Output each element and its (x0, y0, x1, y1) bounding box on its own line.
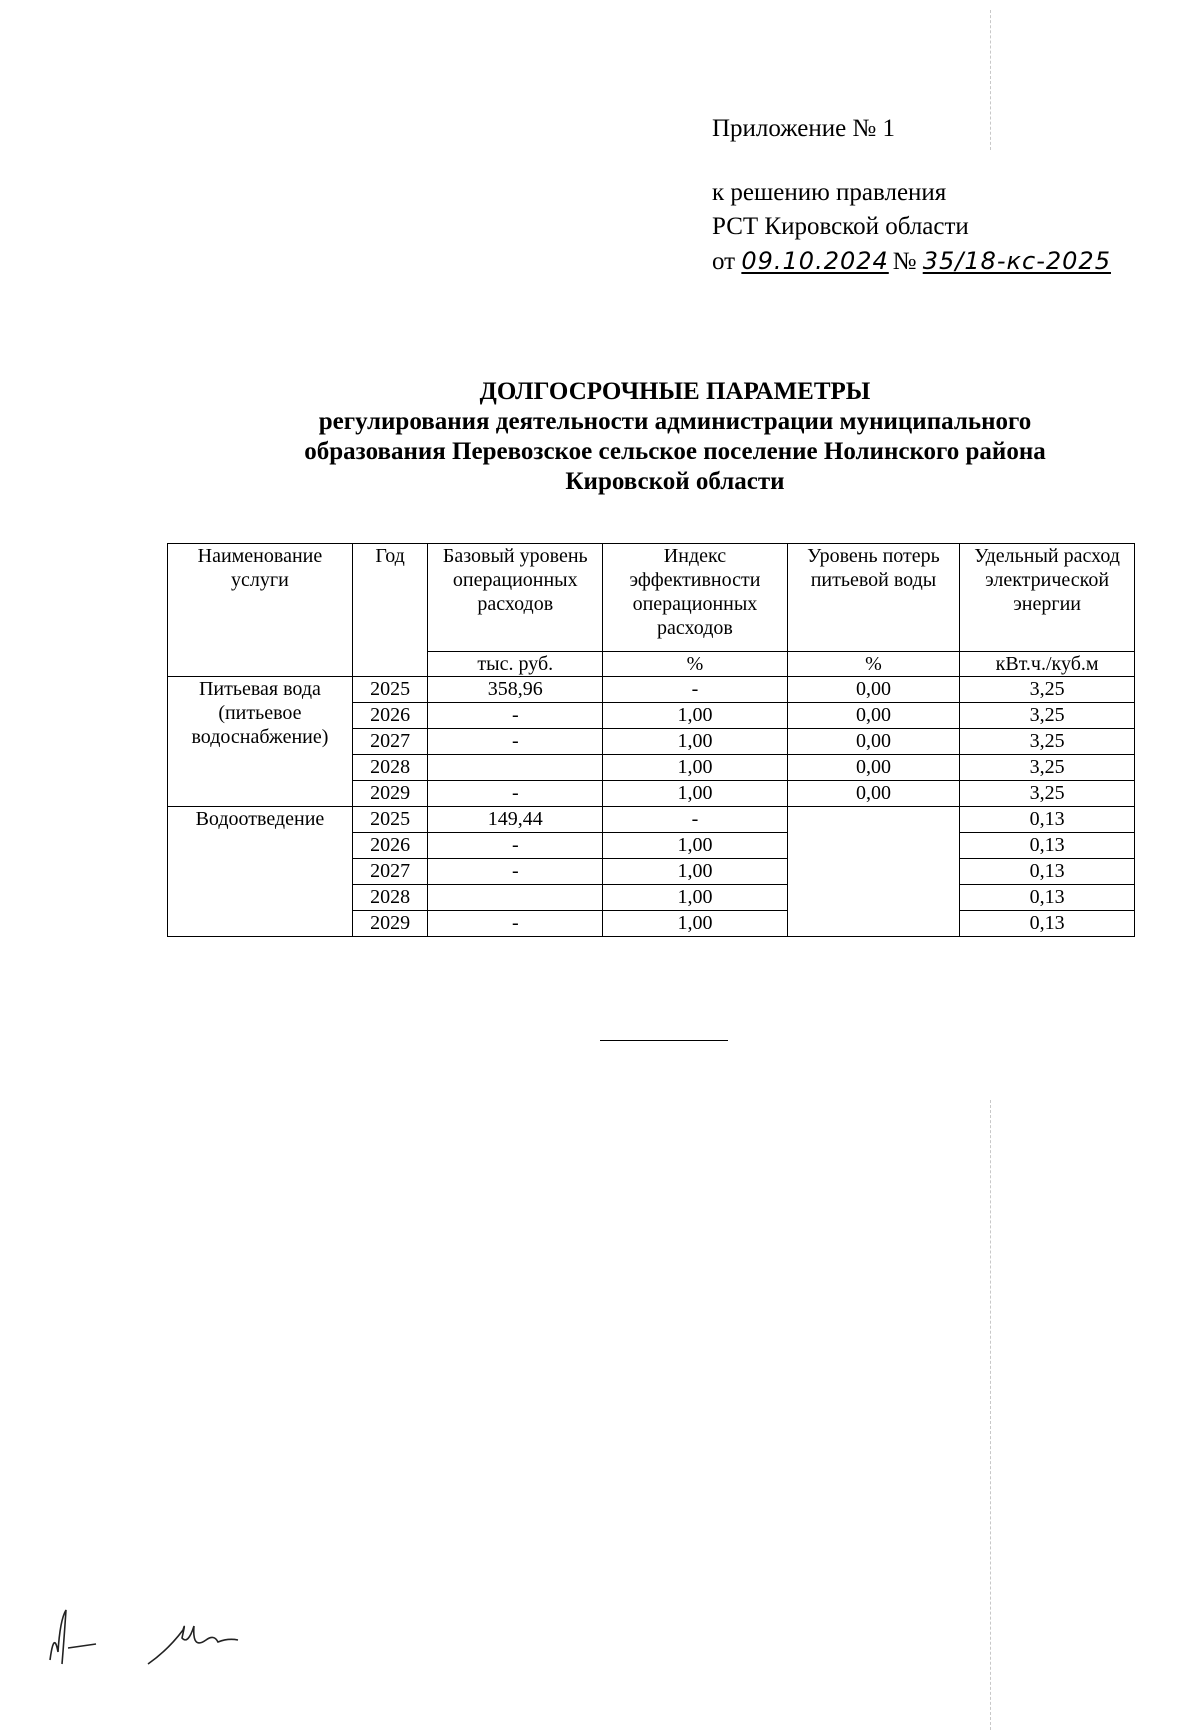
cell-index: 1,00 (603, 755, 788, 781)
appendix-gap (712, 146, 1111, 176)
cell-base: 149,44 (428, 807, 603, 833)
header-row (168, 544, 1135, 652)
cell-year: 2025 (352, 807, 428, 833)
cell-base: - (428, 729, 603, 755)
cell-year: 2025 (352, 677, 428, 703)
cell-year: 2029 (352, 781, 428, 807)
service-name-drainage: Водоотведение (168, 807, 353, 937)
cell-index: 1,00 (603, 703, 788, 729)
cell-base: - (428, 781, 603, 807)
cell-electric: 0,13 (960, 859, 1135, 885)
table-row (168, 807, 1135, 833)
cell-index: 1,00 (603, 833, 788, 859)
cell-base: - (428, 703, 603, 729)
appendix-number-sign: № (892, 248, 917, 275)
appendix-number: Приложение № 1 (712, 115, 896, 142)
cell-base: 358,96 (428, 677, 603, 703)
title-line-1: ДОЛГОСРОЧНЫЕ ПАРАМЕТРЫ (479, 378, 871, 405)
cell-year: 2028 (352, 885, 428, 911)
cell-year: 2028 (352, 755, 428, 781)
appendix-line-2: РСТ Кировской области (712, 213, 969, 240)
title-line-4: Кировской области (565, 468, 785, 495)
cell-electric: 0,13 (960, 807, 1135, 833)
cell-electric: 0,13 (960, 911, 1135, 937)
signature-icon (38, 1590, 278, 1670)
cell-index: 1,00 (603, 911, 788, 937)
cell-loss: 0,00 (787, 677, 959, 703)
cell-electric: 3,25 (960, 677, 1135, 703)
cell-year: 2027 (352, 729, 428, 755)
appendix-header (712, 112, 1111, 279)
cell-year: 2027 (352, 859, 428, 885)
cell-year: 2026 (352, 833, 428, 859)
document-title (160, 377, 1190, 497)
scan-artifact-line (990, 1100, 991, 1730)
cell-electric: 0,13 (960, 885, 1135, 911)
handwritten-number: 35/18-кс-2025 (922, 247, 1111, 275)
title-line-3: образования Перевозское сельское поселение Нолинского района (304, 438, 1046, 465)
cell-base: - (428, 833, 603, 859)
appendix-date-line (712, 244, 1111, 279)
cell-loss: 0,00 (787, 703, 959, 729)
cell-index: 1,00 (603, 859, 788, 885)
cell-base: - (428, 859, 603, 885)
cell-loss: 0,00 (787, 729, 959, 755)
header-electric: Удельный расход электрической энергии (960, 544, 1135, 652)
header-year: Год (352, 544, 428, 677)
service-name-water: Питьевая вода (питьевое водоснабжение) (168, 677, 353, 807)
cell-electric: 3,25 (960, 781, 1135, 807)
header-loss: Уровень потерь питьевой воды (787, 544, 959, 652)
scan-artifact-line (990, 10, 991, 150)
cell-index: 1,00 (603, 781, 788, 807)
cell-base (428, 755, 603, 781)
cell-loss: 0,00 (787, 781, 959, 807)
header-base: Базовый уровень операционных расходов (428, 544, 603, 652)
header-service: Наименование услуги (168, 544, 353, 677)
cell-electric: 3,25 (960, 755, 1135, 781)
end-divider-line (600, 1040, 728, 1041)
cell-loss: 0,00 (787, 755, 959, 781)
unit-electric: кВт.ч./куб.м (960, 652, 1135, 677)
cell-base (428, 885, 603, 911)
cell-index: 1,00 (603, 729, 788, 755)
handwritten-date: 09.10.2024 (741, 247, 889, 275)
cell-index: - (603, 807, 788, 833)
cell-electric: 3,25 (960, 703, 1135, 729)
appendix-from-prefix: от (712, 248, 736, 275)
parameters-table (167, 543, 1135, 937)
table-row (168, 677, 1135, 703)
cell-electric: 0,13 (960, 833, 1135, 859)
cell-index: 1,00 (603, 885, 788, 911)
unit-base: тыс. руб. (428, 652, 603, 677)
cell-index: - (603, 677, 788, 703)
cell-year: 2026 (352, 703, 428, 729)
appendix-line-1: к решению правления (712, 179, 947, 206)
cell-base: - (428, 911, 603, 937)
header-index: Индекс эффективности операционных расходов (603, 544, 788, 652)
unit-loss: % (787, 652, 959, 677)
unit-index: % (603, 652, 788, 677)
title-line-2: регулирования деятельности администрации муниципального (318, 408, 1032, 435)
cell-electric: 3,25 (960, 729, 1135, 755)
cell-year: 2029 (352, 911, 428, 937)
cell-loss-empty (787, 807, 959, 937)
